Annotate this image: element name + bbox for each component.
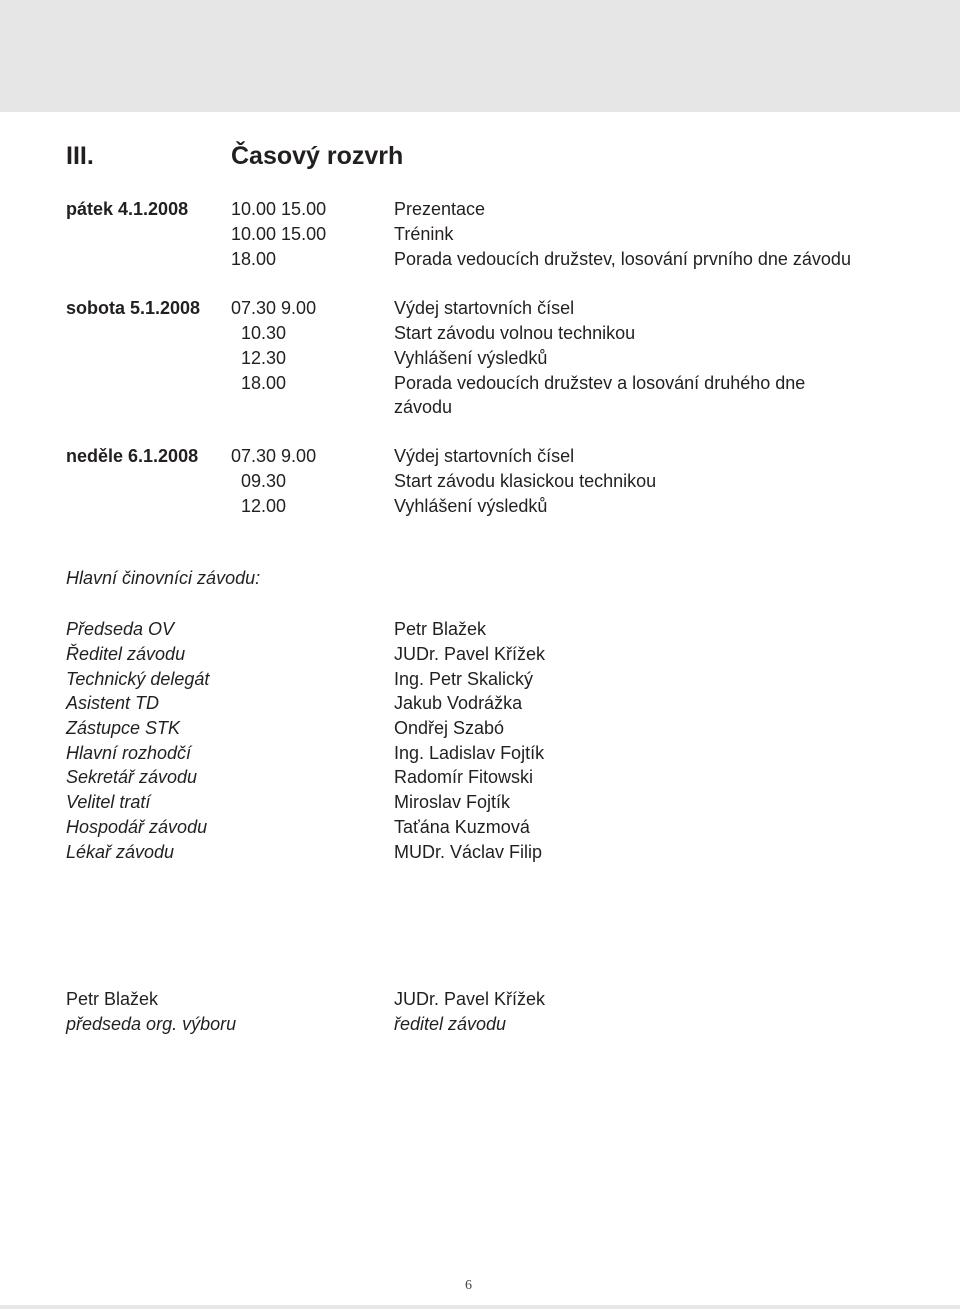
- event-continuation: závodu: [394, 397, 453, 417]
- day-label: sobota 5.1.2008: [66, 298, 201, 318]
- official-role: Zástupce STK: [66, 718, 181, 738]
- official-role: Sekretář závodu: [66, 767, 198, 787]
- event: Porada vedoucích družstev a losování druhého dne: [394, 373, 806, 393]
- official-role: Hlavní rozhodčí: [66, 743, 192, 763]
- time: 12.30: [241, 348, 287, 368]
- official-role: Ředitel závodu: [66, 644, 186, 664]
- page-number: 6: [465, 1278, 472, 1293]
- time: 07.30 9.00: [231, 298, 317, 318]
- time: 10.30: [241, 323, 287, 343]
- officials-heading: Hlavní činovníci závodu:: [66, 568, 261, 588]
- event: Start závodu klasickou technikou: [394, 471, 657, 491]
- official-name: Ing. Petr Skalický: [394, 669, 534, 689]
- footer-band: [0, 1305, 960, 1309]
- event: Výdej startovních čísel: [394, 298, 575, 318]
- official-role: Technický delegát: [66, 669, 210, 689]
- event: Výdej startovních čísel: [394, 446, 575, 466]
- signatory-name: Petr Blažek: [66, 989, 159, 1009]
- signatory-role: ředitel závodu: [394, 1014, 507, 1034]
- official-role: Asistent TD: [66, 693, 160, 713]
- official-name: JUDr. Pavel Křížek: [394, 644, 546, 664]
- official-name: Miroslav Fojtík: [394, 792, 511, 812]
- day-label: pátek 4.1.2008: [66, 199, 189, 219]
- official-role: Předseda OV: [66, 619, 175, 639]
- time: 07.30 9.00: [231, 446, 317, 466]
- event: Vyhlášení výsledků: [394, 496, 548, 516]
- official-role: Hospodář závodu: [66, 817, 208, 837]
- official-role: Lékař závodu: [66, 842, 175, 862]
- signatory-role: předseda org. výboru: [66, 1014, 237, 1034]
- time: 18.00: [231, 249, 277, 269]
- header-band: [0, 0, 960, 112]
- official-name: Ing. Ladislav Fojtík: [394, 743, 545, 763]
- section-number: III.: [66, 142, 94, 170]
- event: Porada vedoucích družstev, losování prvního dne závodu: [394, 249, 851, 269]
- official-role: Velitel tratí: [66, 792, 151, 812]
- signatory-name: JUDr. Pavel Křížek: [394, 989, 546, 1009]
- time: 09.30: [241, 471, 287, 491]
- event: Vyhlášení výsledků: [394, 348, 548, 368]
- official-name: MUDr. Václav Filip: [394, 842, 543, 862]
- time: 18.00: [241, 373, 287, 393]
- time: 10.00 15.00: [231, 224, 327, 244]
- event: Prezentace: [394, 199, 486, 219]
- official-name: Taťána Kuzmová: [394, 817, 530, 837]
- time: 12.00: [241, 496, 287, 516]
- time: 10.00 15.00: [231, 199, 327, 219]
- event: Trénink: [394, 224, 454, 244]
- official-name: Ondřej Szabó: [394, 718, 505, 738]
- official-name: Jakub Vodrážka: [394, 693, 523, 713]
- day-label: neděle 6.1.2008: [66, 446, 199, 466]
- event: Start závodu volnou technikou: [394, 323, 636, 343]
- section-title: Časový rozvrh: [231, 142, 404, 170]
- official-name: Petr Blažek: [394, 619, 487, 639]
- official-name: Radomír Fitowski: [394, 767, 534, 787]
